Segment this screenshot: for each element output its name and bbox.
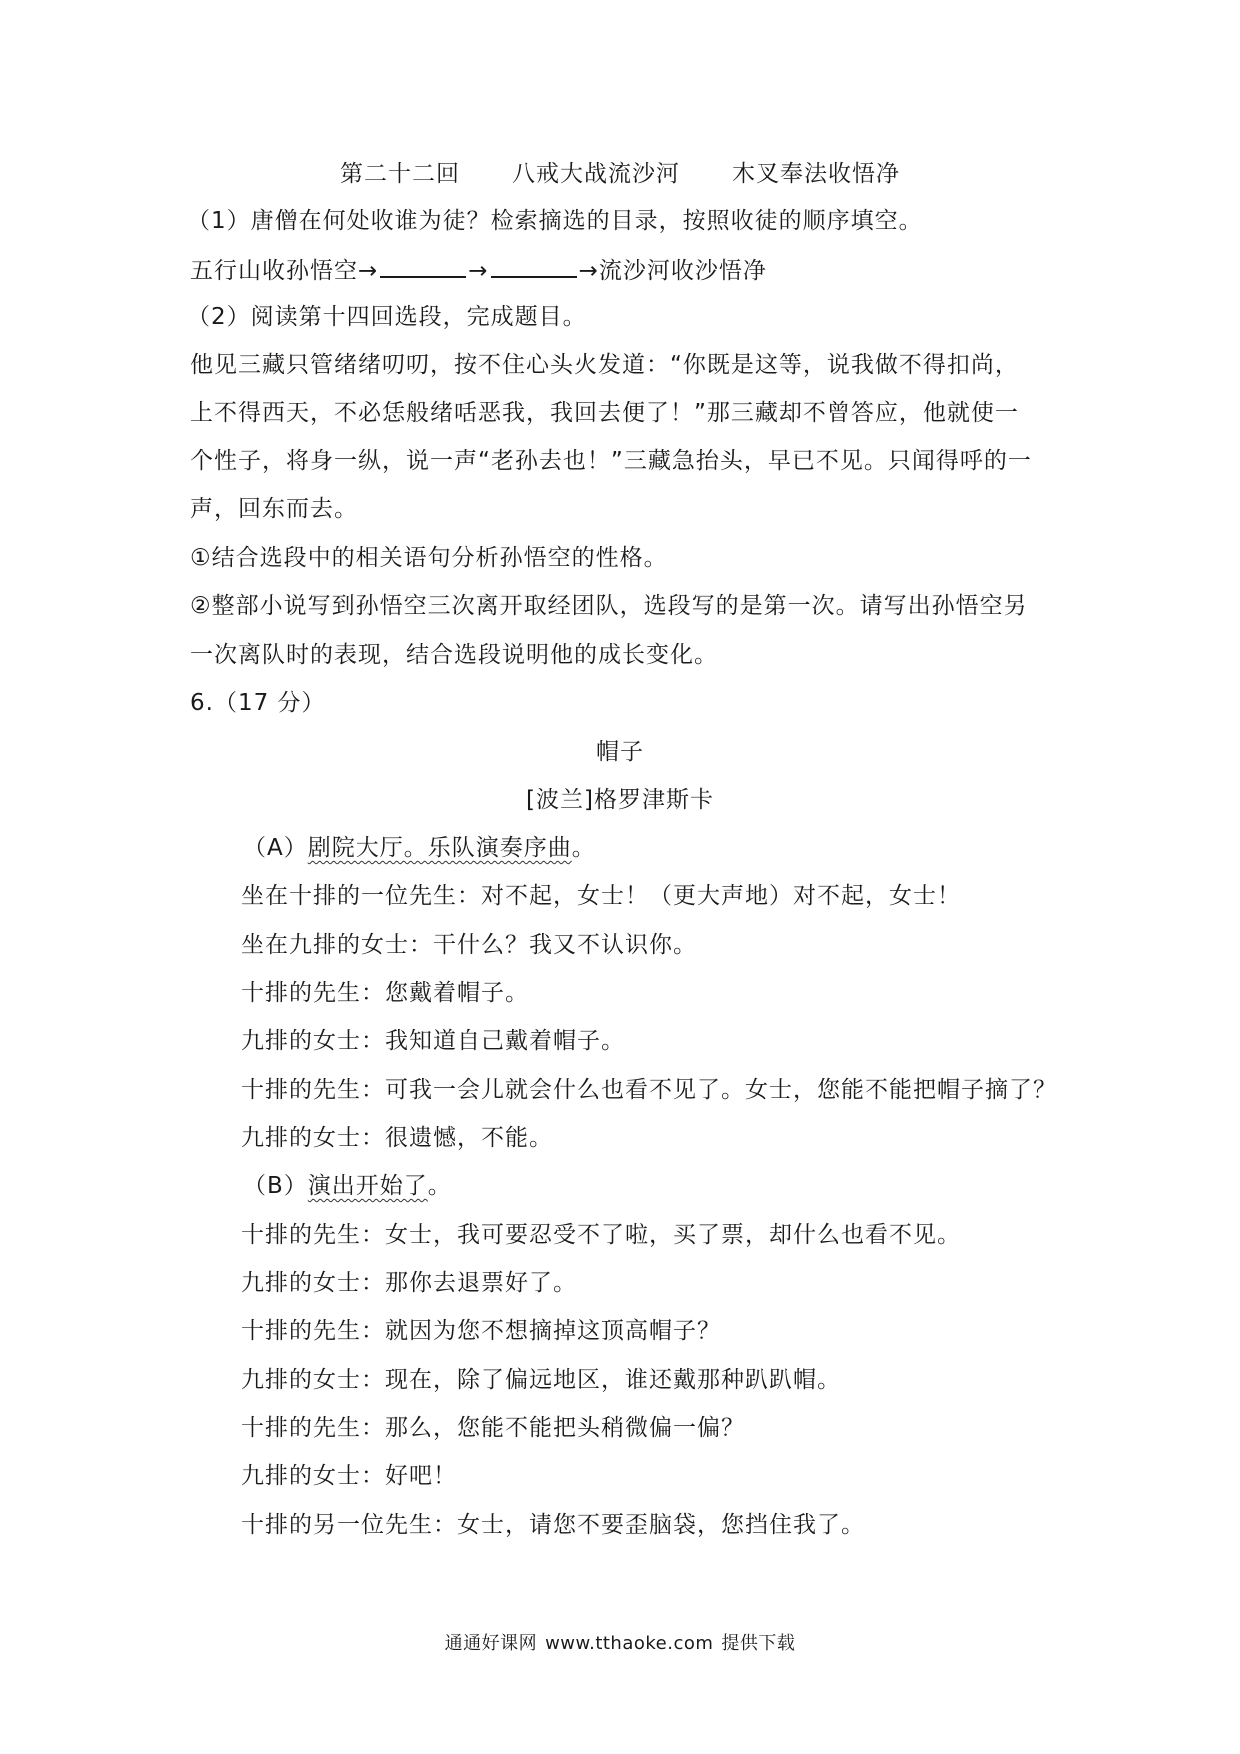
dialogue-line: 九排的女士：好吧！ <box>241 1463 457 1489</box>
answer-blank-1[interactable] <box>380 254 466 278</box>
question-2-sub2-line: ②整部小说写到孙悟空三次离开取经团队，选段写的是第一次。请写出孙悟空另 <box>190 593 1028 619</box>
scene-b-heading <box>243 1171 452 1201</box>
chapter-title <box>0 159 1240 189</box>
question-1-fill <box>190 254 767 286</box>
dialogue-line: 九排的女士：那你去退票好了。 <box>241 1270 577 1296</box>
answer-blank-2[interactable] <box>491 254 577 278</box>
question-6-label: 6.（17 分） <box>190 690 326 716</box>
question-2-prompt: （2）阅读第十四回选段，完成题目。 <box>187 304 587 330</box>
scene-a-text: 剧院大厅。乐队演奏序曲 <box>307 835 572 861</box>
scene-b-text: 演出开始了 <box>307 1173 428 1199</box>
footer-site-name: 通通好课网 <box>444 1633 538 1654</box>
question-2-sub1: ①结合选段中的相关语句分析孙悟空的性格。 <box>190 545 668 571</box>
scene-a-label: （A） <box>243 835 308 861</box>
dialogue-line: 十排的先生：可我一会儿就会什么也看不见了。女士，您能不能把帽子摘了？ <box>241 1077 1057 1103</box>
passage-line: 他见三藏只管绪绪叨叨，按不住心头火发道：“你既是这等，说我做不得扣尚， <box>190 352 1019 378</box>
passage-line: 上不得西天，不必恁般绪咶恶我，我回去便了！”那三藏却不曾答应，他就使一 <box>190 400 1019 426</box>
dialogue-line: 坐在九排的女士：干什么？我又不认识你。 <box>241 932 697 958</box>
chapter-title-part1: 第二十二回 <box>340 161 460 187</box>
footer-url[interactable]: www.tthaoke.com <box>545 1633 714 1654</box>
dialogue-line: 九排的女士：我知道自己戴着帽子。 <box>241 1028 625 1054</box>
dialogue-line: 十排的先生：那么，您能不能把头稍微偏一偏？ <box>241 1415 745 1441</box>
chapter-title-part3: 木叉奉法收悟净 <box>732 161 900 187</box>
scene-b-label: （B） <box>243 1173 308 1199</box>
dialogue-line: 九排的女士：很遗憾，不能。 <box>241 1125 553 1151</box>
dialogue-line: 十排的另一位先生：女士，请您不要歪脑袋，您挡住我了。 <box>241 1512 865 1538</box>
scene-a-heading <box>243 833 596 863</box>
scene-a-period: 。 <box>571 835 596 861</box>
scene-b-period: 。 <box>427 1173 452 1199</box>
fill-start: 五行山收孙悟空 <box>190 258 358 284</box>
chapter-title-part2: 八戒大战流沙河 <box>512 161 680 187</box>
page-footer <box>0 1632 1240 1656</box>
question-1-prompt: （1）唐僧在何处收谁为徒？检索摘选的目录，按照收徒的顺序填空。 <box>187 208 923 234</box>
dialogue-line: 十排的先生：女士，我可要忍受不了啦，买了票，却什么也看不见。 <box>241 1222 961 1248</box>
arrow-icon: → <box>468 258 489 284</box>
passage-line: 声，回东而去。 <box>190 496 358 522</box>
arrow-icon: → <box>578 258 599 284</box>
fill-end: 流沙河收沙悟净 <box>598 258 767 284</box>
question-2-sub2-line: 一次离队时的表现，结合选段说明他的成长变化。 <box>190 642 718 668</box>
play-author: [波兰]格罗津斯卡 <box>526 787 714 813</box>
arrow-icon: → <box>358 258 379 284</box>
dialogue-line: 坐在十排的一位先生：对不起，女士！（更大声地）对不起，女士！ <box>241 883 961 909</box>
dialogue-line: 十排的先生：就因为您不想摘掉这顶高帽子？ <box>241 1318 721 1344</box>
play-title: 帽子 <box>596 739 644 765</box>
dialogue-line: 九排的女士：现在，除了偏远地区，谁还戴那种趴趴帽。 <box>241 1367 841 1393</box>
dialogue-line: 十排的先生：您戴着帽子。 <box>241 980 529 1006</box>
footer-suffix: 提供下载 <box>721 1633 796 1654</box>
passage-line: 个性子，将身一纵，说一声“老孙去也！”三藏急抬头，早已不见。只闻得呼的一 <box>190 448 1032 474</box>
